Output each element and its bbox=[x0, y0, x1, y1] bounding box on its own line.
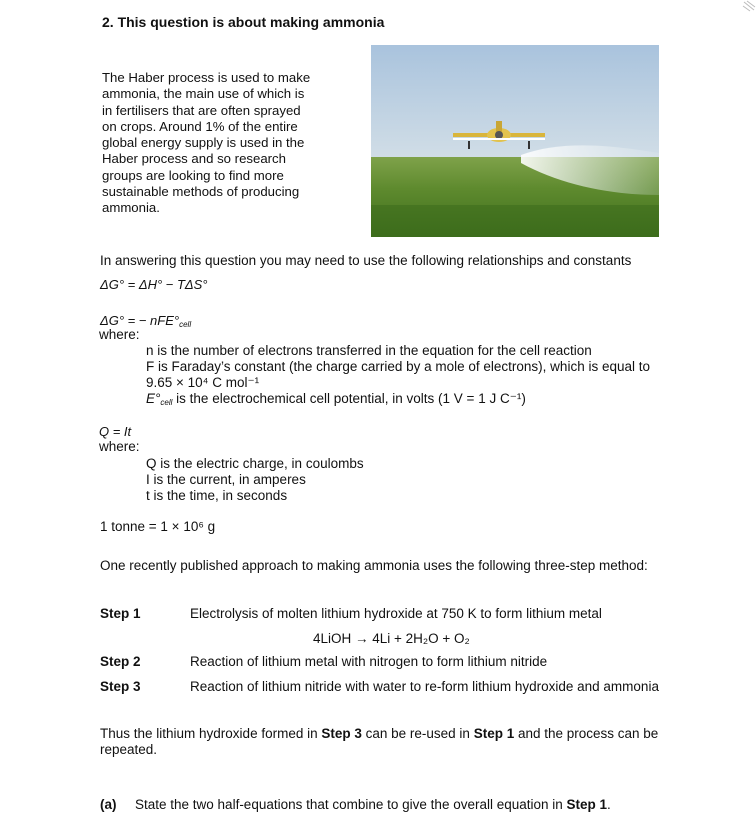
definition-faraday: F is Faraday’s constant (the charge carried by a mole of electrons), which is equal to bbox=[146, 359, 650, 374]
equation-text: ΔG° = − nFE° bbox=[100, 313, 180, 328]
cell-subscript: cell bbox=[179, 320, 192, 329]
crop-duster-photo bbox=[371, 45, 659, 237]
intro-line: Haber process and so research bbox=[102, 151, 286, 167]
cell-subscript: cell bbox=[160, 398, 173, 407]
sentence-part: Thus the lithium hydroxide formed in bbox=[100, 726, 322, 741]
part-a-question bbox=[135, 797, 611, 812]
intro-line: on crops. Around 1% of the entire bbox=[102, 118, 298, 134]
step-reference: Step 3 bbox=[321, 726, 362, 741]
question-heading: 2. This question is about making ammonia bbox=[102, 14, 385, 30]
scan-mark-icon bbox=[742, 0, 756, 12]
tonne-conversion: 1 tonne = 1 × 10⁶ g bbox=[100, 519, 216, 534]
definition-t: t is the time, in seconds bbox=[146, 488, 288, 503]
intro-paragraph bbox=[102, 70, 342, 217]
sentence-part: can be re-used in bbox=[361, 726, 474, 741]
sentence-part: and the process can be bbox=[514, 726, 659, 741]
cell-potential-equation bbox=[100, 313, 191, 328]
relationships-intro: In answering this question you may need to use the following relationships and constants bbox=[100, 253, 632, 268]
step-1-text: Electrolysis of molten lithium hydroxide at 750 K to form lithium metal bbox=[190, 606, 602, 621]
intro-line: sustainable methods of producing bbox=[102, 184, 300, 200]
e-symbol: E° bbox=[146, 391, 161, 406]
charge-equation: Q = It bbox=[99, 424, 132, 439]
intro-line: groups are looking to find more bbox=[102, 167, 284, 183]
faraday-value: 9.65 × 10⁴ C mol⁻¹ bbox=[146, 375, 260, 390]
where-label: where: bbox=[99, 439, 140, 454]
where-label: where: bbox=[99, 327, 140, 342]
part-a-label: (a) bbox=[100, 797, 117, 812]
intro-line: ammonia, the main use of which is bbox=[102, 86, 305, 102]
intro-line: in fertilisers that are often sprayed bbox=[102, 102, 301, 118]
approach-sentence: One recently published approach to making ammonia uses the following three-step method: bbox=[100, 558, 648, 573]
intro-line: global energy supply is used in the bbox=[102, 135, 305, 151]
definition-i: I is the current, in amperes bbox=[146, 472, 306, 487]
step-3-label: Step 3 bbox=[100, 679, 141, 694]
intro-line: The Haber process is used to make bbox=[102, 70, 311, 85]
definition-n: n is the number of electrons transferred in the equation for the cell reaction bbox=[146, 343, 592, 358]
step-2-label: Step 2 bbox=[100, 654, 141, 669]
question-text: State the two half-equations that combine to give the overall equation in bbox=[135, 797, 567, 812]
step-reference: Step 1 bbox=[566, 797, 608, 812]
question-end: . bbox=[607, 797, 611, 812]
step-reference: Step 1 bbox=[473, 726, 515, 741]
step-1-equation: 4LiOH → 4Li + 2H₂O + O₂ bbox=[313, 631, 470, 646]
definition-text: is the electrochemical cell potential, in volts (1 V = 1 J C⁻¹) bbox=[172, 391, 526, 406]
definition-cell-potential bbox=[146, 391, 526, 407]
step-3-text: Reaction of lithium nitride with water to re-form lithium hydroxide and ammonia bbox=[190, 679, 659, 694]
step-1-label: Step 1 bbox=[100, 606, 141, 621]
step-2-text: Reaction of lithium metal with nitrogen to form lithium nitride bbox=[190, 654, 548, 669]
gibbs-equation: ΔG° = ΔH° − TΔS° bbox=[100, 277, 208, 292]
reuse-sentence bbox=[100, 726, 658, 741]
reuse-sentence-end: repeated. bbox=[100, 742, 158, 757]
intro-line: ammonia. bbox=[102, 200, 160, 216]
crop-duster-plane-icon bbox=[371, 45, 659, 237]
definition-q: Q is the electric charge, in coulombs bbox=[146, 456, 364, 471]
